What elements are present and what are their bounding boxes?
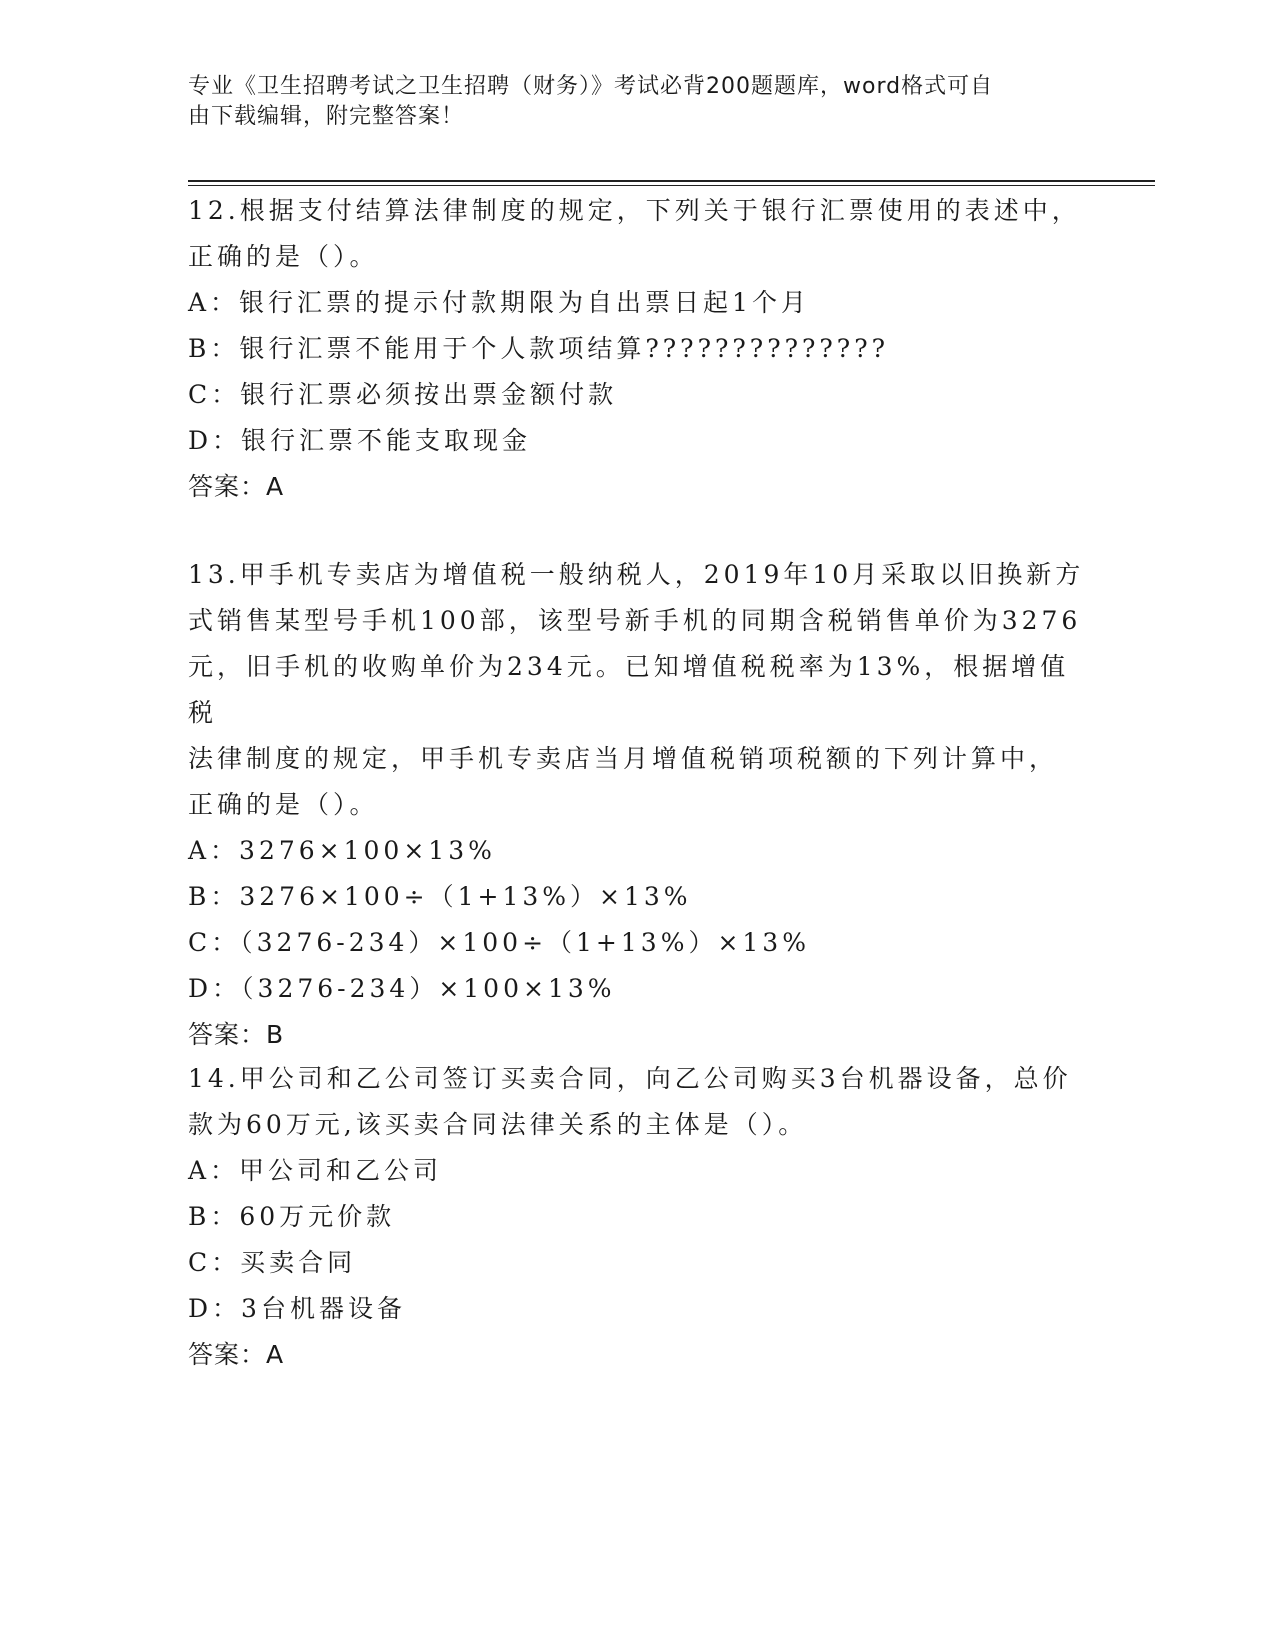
option-a: A：3276×100×13% [188, 836, 496, 865]
question-text-line: 14.甲公司和乙公司签订买卖合同，向乙公司购买3台机器设备，总价 [188, 1064, 1072, 1093]
question-text-line: 正确的是（）。 [188, 790, 379, 819]
option-a: A：甲公司和乙公司 [188, 1156, 443, 1185]
option-d: D：银行汇票不能支取现金 [188, 426, 532, 455]
answer: 答案：A [188, 472, 285, 501]
question-14 [188, 1056, 1088, 1378]
header-divider-thin [188, 185, 1155, 186]
question-text-line: 款为60万元,该买卖合同法律关系的主体是（）。 [188, 1110, 808, 1139]
question-12 [188, 188, 1088, 510]
question-text-line: 13.甲手机专卖店为增值税一般纳税人，2019年10月采取以旧换新方 [188, 560, 1085, 589]
document-header [188, 72, 1068, 132]
question-13 [188, 552, 1088, 1058]
header-divider-thick [188, 180, 1155, 182]
question-text-line: 法律制度的规定，甲手机专卖店当月增值税销项税额的下列计算中， [188, 744, 1059, 773]
option-a: A：银行汇票的提示付款期限为自出票日起1个月 [188, 288, 810, 317]
question-text-line: 元，旧手机的收购单价为234元。已知增值税税率为13%，根据增值税 [188, 652, 1070, 727]
option-d: D：（3276-234）×100×13% [188, 974, 616, 1003]
question-text-line: 式销售某型号手机100部，该型号新手机的同期含税销售单价为3276 [188, 606, 1082, 635]
option-c: C：（3276-234）×100÷（1+13%）×13% [188, 928, 810, 957]
header-line-2: 由下载编辑，附完整答案！ [188, 104, 465, 129]
option-c: C：买卖合同 [188, 1248, 357, 1277]
answer: 答案：A [188, 1340, 285, 1369]
option-b: B：3276×100÷（1+13%）×13% [188, 882, 692, 911]
option-d: D：3台机器设备 [188, 1294, 406, 1323]
answer: 答案：B [188, 1020, 285, 1049]
question-text-line: 12.根据支付结算法律制度的规定，下列关于银行汇票使用的表述中， [188, 196, 1081, 225]
option-b: B：60万元价款 [188, 1202, 396, 1231]
option-c: C：银行汇票必须按出票金额付款 [188, 380, 618, 409]
question-text-line: 正确的是（）。 [188, 242, 379, 271]
option-b: B：银行汇票不能用于个人款项结算?????????????? [188, 334, 890, 363]
header-line-1: 专业《卫生招聘考试之卫生招聘（财务）》考试必背200题题库，word格式可自 [188, 74, 994, 99]
